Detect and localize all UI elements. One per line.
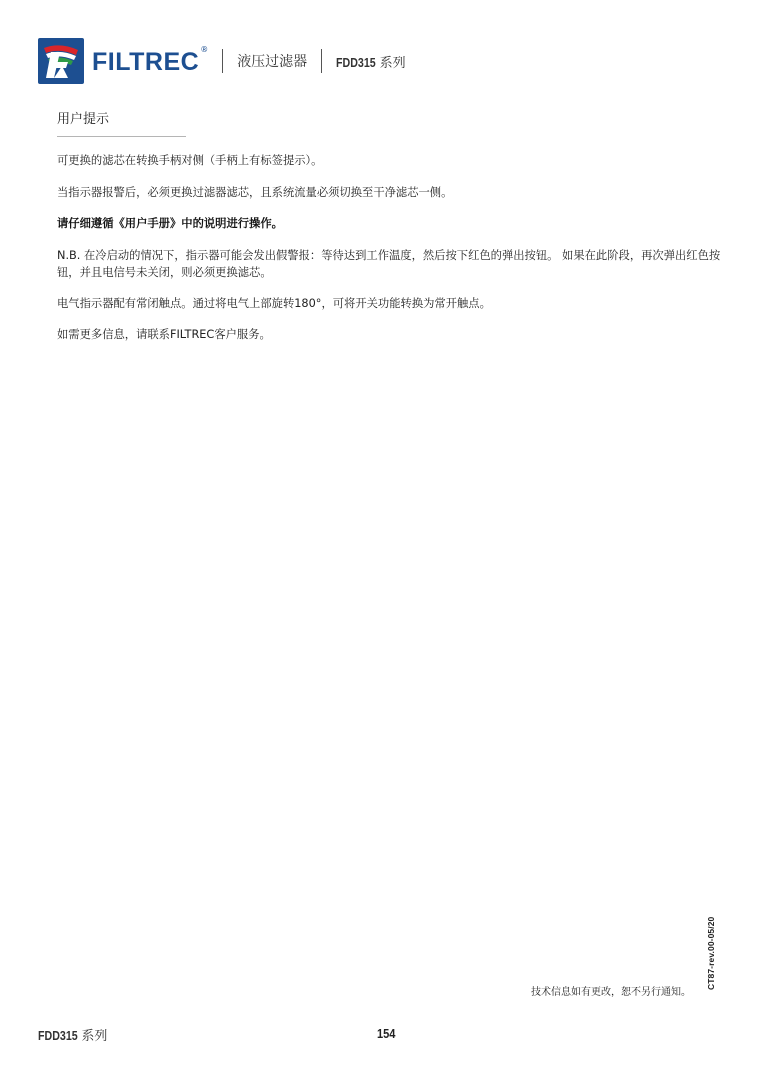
paragraph-cold-start-note: N.B. 在冷启动的情况下，指示器可能会发出假警报：等待达到工作温度，然后按下红色的弹出按钮。 如果在此阶段，再次弹出红色按钮，并且电信号未关闭，则必须更换滤芯。 [57, 249, 721, 279]
page-header [38, 38, 406, 84]
footer-series [38, 1025, 107, 1044]
section-title: 用户提示 [57, 112, 110, 127]
header-series [336, 52, 405, 71]
paragraph-alarm-instruction: 当指示器报警后，必须更换过滤器滤芯，且系统流量必须切换至干净滤芯一侧。 [57, 186, 453, 199]
footer-series-suffix: 系列 [81, 1029, 108, 1044]
section-underline [57, 136, 186, 137]
registered-mark: ® [200, 44, 209, 54]
header-category: 液压过滤器 [237, 54, 308, 70]
footer-series-code: FDD315 [38, 1028, 78, 1043]
header-series-suffix: 系列 [379, 55, 406, 71]
header-divider [222, 49, 223, 73]
paragraph-replacement-location: 可更换的滤芯在转换手柄对侧（手柄上有标签提示）。 [57, 154, 323, 167]
filtrec-logo-icon [38, 38, 84, 84]
page-number: 154 [377, 1026, 396, 1041]
header-series-code: FDD315 [336, 54, 376, 70]
header-divider [321, 49, 322, 73]
paragraph-manual-notice: 请仔细遵循《用户手册》中的说明进行操作。 [57, 217, 283, 230]
disclaimer: 技术信息如有更改，恕不另行通知。 [531, 987, 691, 998]
paragraph-electrical-contacts: 电气指示器配有常闭触点。通过将电气上部旋转180°，可将开关功能转换为常开触点。 [57, 297, 491, 310]
revision-code: CT87-rev.00-05/20 [706, 916, 716, 990]
brand-name: FILTREC [92, 47, 200, 76]
paragraph-contact-service: 如需更多信息，请联系FILTREC客户服务。 [57, 328, 271, 341]
